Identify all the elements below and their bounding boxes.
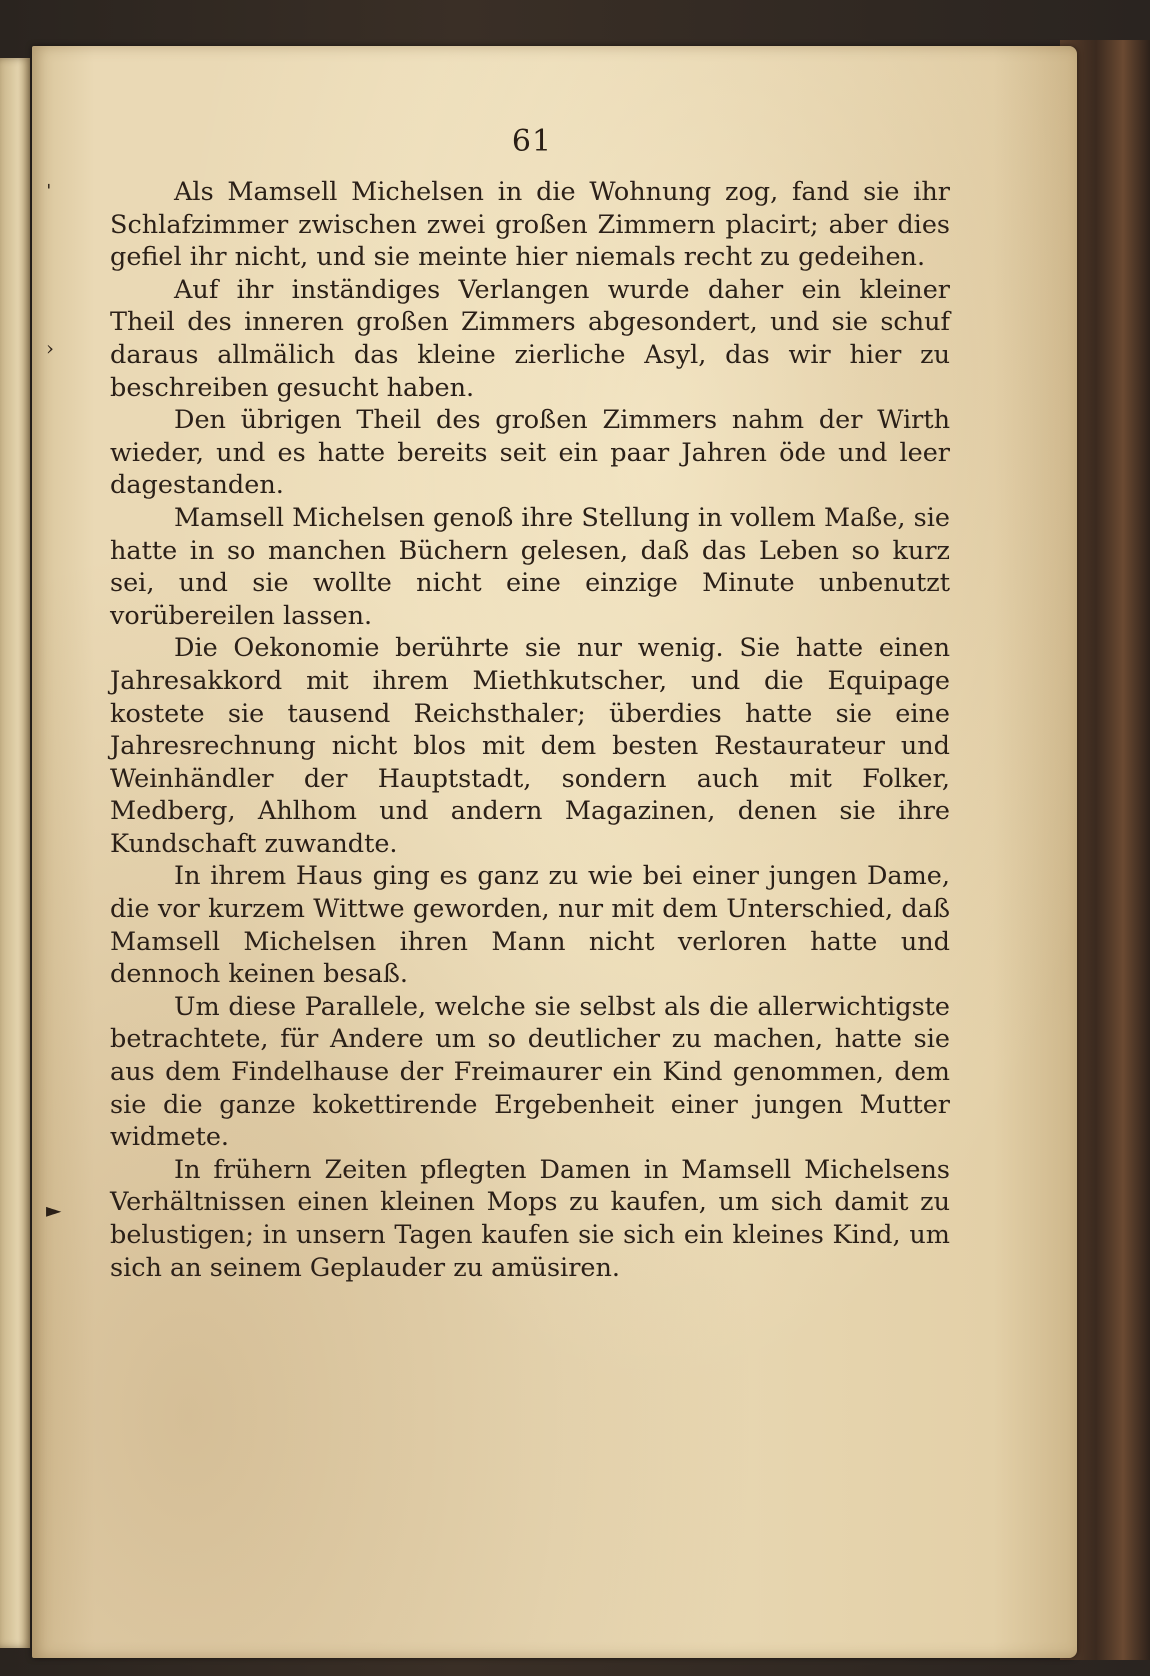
paragraph: In ihrem Haus ging es ganz zu wie bei einer jungen Dame, die vor kurzem Wittwe geworden, nur mit dem Unterschied, daß Mamsell Michelsen ihren Mann nicht verloren hatte und dennoch keinen besaß. xyxy=(110,861,950,990)
paragraph: In frühern Zeiten pflegten Damen in Mamsell Michelsens Verhältnissen einen kleinen Mops zu kaufen, um sich damit zu belustigen; in unsern Tagen kaufen sie sich ein kleines Kind, um sich an seinem Geplauder zu amüsiren. xyxy=(110,1154,950,1283)
paragraph: Auf ihr inständiges Verlangen wurde daher ein kleiner Theil des inneren großen Zimmers abgesondert, und sie schuf daraus allmälich das kleine zierliche Asyl, das wir hier zu beschreiben gesucht haben. xyxy=(110,274,950,403)
margin-mark: ► xyxy=(46,1198,62,1222)
left-page-edge xyxy=(0,58,30,1648)
paragraph: Mamsell Michelsen genoß ihre Stellung in vollem Maße, sie hatte in so manchen Büchern gelesen, daß das Leben so kurz sei, und sie wollte nicht eine einzige Minute unbenutzt vorübereilen lassen. xyxy=(110,502,950,631)
page-number: 61 xyxy=(511,124,553,159)
paragraph: Den übrigen Theil des großen Zimmers nahm der Wirth wieder, und es hatte bereits seit ein paar Jahren öde und leer dagestanden. xyxy=(110,405,950,501)
paragraph: Als Mamsell Michelsen in die Wohnung zog, fand sie ihr Schlafzimmer zwischen zwei großen Zimmern placirt; aber dies gefiel ihr nicht, und sie meinte hier niemals recht zu gedeihen. xyxy=(110,177,950,273)
page-text xyxy=(110,176,950,1284)
margin-mark: › xyxy=(46,336,54,360)
margin-mark: ˈ xyxy=(46,180,52,204)
book-page xyxy=(32,46,1077,1658)
paragraph: Um diese Parallele, welche sie selbst als die allerwichtigste betrachtete, für Andere um so deutlicher zu machen, hatte sie aus dem Findelhause der Freimaurer ein Kind genommen, dem sie die ganze kokettirende Ergebenheit einer jungen Mutter widmete. xyxy=(110,991,950,1153)
paragraph: Die Oekonomie berührte sie nur wenig. Sie hatte einen Jahresakkord mit ihrem Miethkutscher, und die Equipage kostete sie tausend Reichsthaler; überdies hatte sie eine Jahresrechnung nicht blos mit dem besten Restaurateur und Weinhändler der Hauptstadt, sondern auch mit Folker, Medberg, Ahlhom und andern Magazinen, denen sie ihre Kundschaft zuwandte. xyxy=(110,633,950,859)
